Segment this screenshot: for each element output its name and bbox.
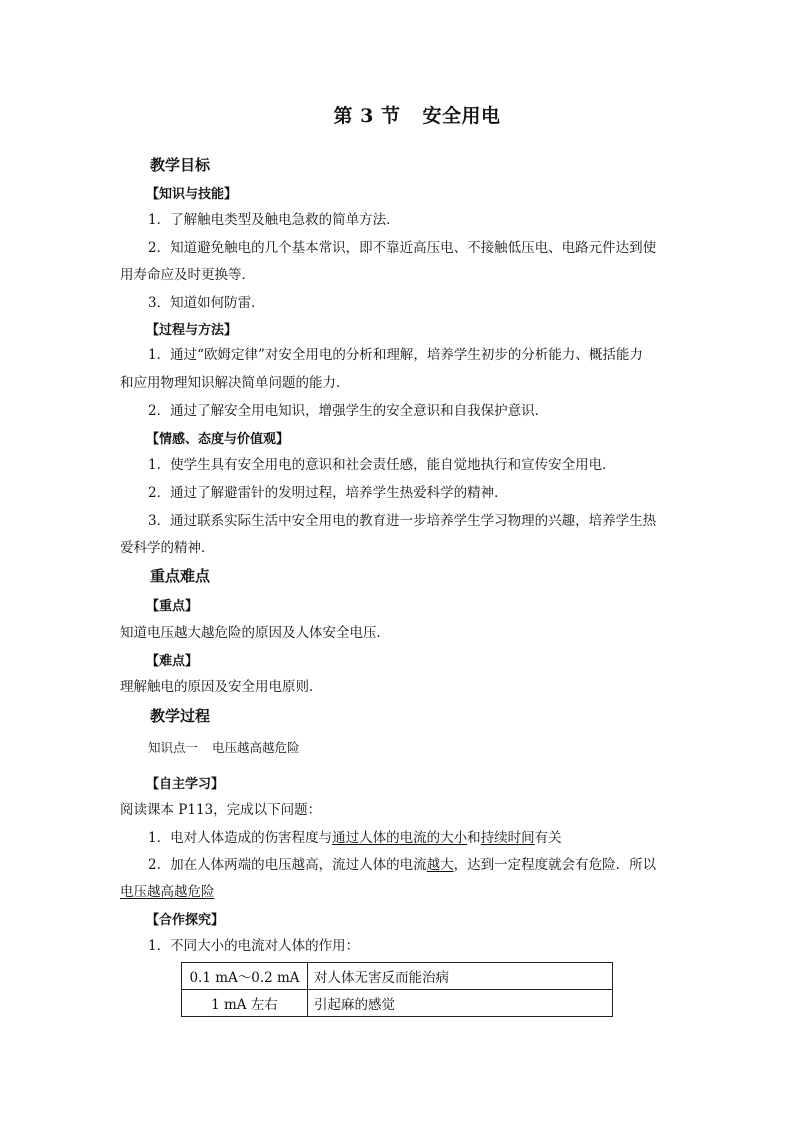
kp-number: 知识点一 (148, 740, 199, 755)
process-label: 【过程与方法】 (146, 323, 238, 338)
table-row (182, 963, 613, 990)
q2-answer-1: 越大 (426, 857, 454, 873)
knowledge-label: 【知识与技能】 (146, 187, 238, 202)
q1-text: 1．电对人体造成的伤害程度与 (148, 830, 333, 846)
current-effect-table (181, 962, 613, 1017)
paragraph-line: 3．知道如何防雷． (148, 295, 265, 311)
key-text: 知道电压越大越危险的原因及人体安全电压． (120, 625, 390, 641)
q2-answer-2: 电压越高越危险 (120, 884, 215, 900)
question-1 (148, 828, 704, 848)
q1-text: 有关 (534, 830, 562, 846)
knowledge-point-title (148, 738, 300, 756)
cooperation-question-1: 1．不同大小的电流对人体的作用： (148, 938, 360, 954)
question-2-cont (120, 882, 676, 902)
effect-cell: 对人体无害反而能治病 (308, 963, 613, 990)
table-row (182, 990, 613, 1017)
paragraph-line: 2．通过了解避雷针的发明过程，培养学生热爱科学的精神． (148, 485, 508, 501)
goals-heading: 教学目标 (150, 156, 211, 174)
q1-text: 和 (467, 830, 481, 846)
section-name: 安全用电 (422, 105, 501, 127)
q1-answer-1: 通过人体的电流的大小 (332, 830, 468, 846)
q2-text: 2．加在人体两端的电压越高，流过人体的电流 (148, 857, 427, 873)
paragraph-line: 爱科学的精神． (120, 540, 215, 556)
paragraph-line: 2．通过了解安全用电知识，增强学生的安全意识和自我保护意识． (148, 403, 549, 419)
paragraph-line: 用寿命应及时更换等． (120, 267, 255, 283)
paragraph-line: 和应用物理知识解决简单问题的能力． (120, 375, 350, 391)
q2-text: ，达到一定程度就会有危险．所以 (453, 857, 657, 873)
cooperation-label: 【合作探究】 (146, 913, 225, 928)
section-number: 第 3 节 (333, 105, 401, 127)
effect-cell: 引起麻的感觉 (308, 990, 613, 1017)
process-heading: 教学过程 (150, 707, 211, 725)
q1-answer-2: 持续时间 (480, 830, 535, 846)
paragraph-line: 1．了解触电类型及触电急救的简单方法． (148, 212, 400, 228)
paragraph-line: 1．通过“欧姆定律”对安全用电的分析和理解，培养学生初步的分析能力、概括能力 (148, 347, 643, 363)
kp-name: 电压越高越危险 (212, 740, 300, 755)
keypoints-heading: 重点难点 (150, 567, 211, 585)
difficulty-label: 【难点】 (146, 654, 199, 669)
difficulty-text: 理解触电的原因及安全用电原则． (120, 679, 323, 695)
self-study-label: 【自主学习】 (146, 777, 225, 792)
paragraph-line: 1．使学生具有安全用电的意识和社会责任感，能自觉地执行和宣传安全用电． (148, 457, 616, 473)
emotion-label: 【情感、态度与价值观】 (146, 432, 290, 447)
current-cell: 1 mA 左右 (182, 990, 308, 1017)
reading-instruction: 阅读课本 P113，完成以下问题： (120, 802, 322, 818)
key-label: 【重点】 (146, 599, 199, 614)
paragraph-line: 3．通过联系实际生活中安全用电的教育进一步培养学生学习物理的兴趣，培养学生热 (148, 513, 657, 529)
current-cell: 0.1 mA～0.2 mA (182, 963, 308, 990)
paragraph-line: 2．知道避免触电的几个基本常识，即不靠近高压电、不接触低压电、电路元件达到使 (148, 240, 657, 256)
question-2 (148, 855, 704, 875)
page-title (0, 101, 794, 128)
